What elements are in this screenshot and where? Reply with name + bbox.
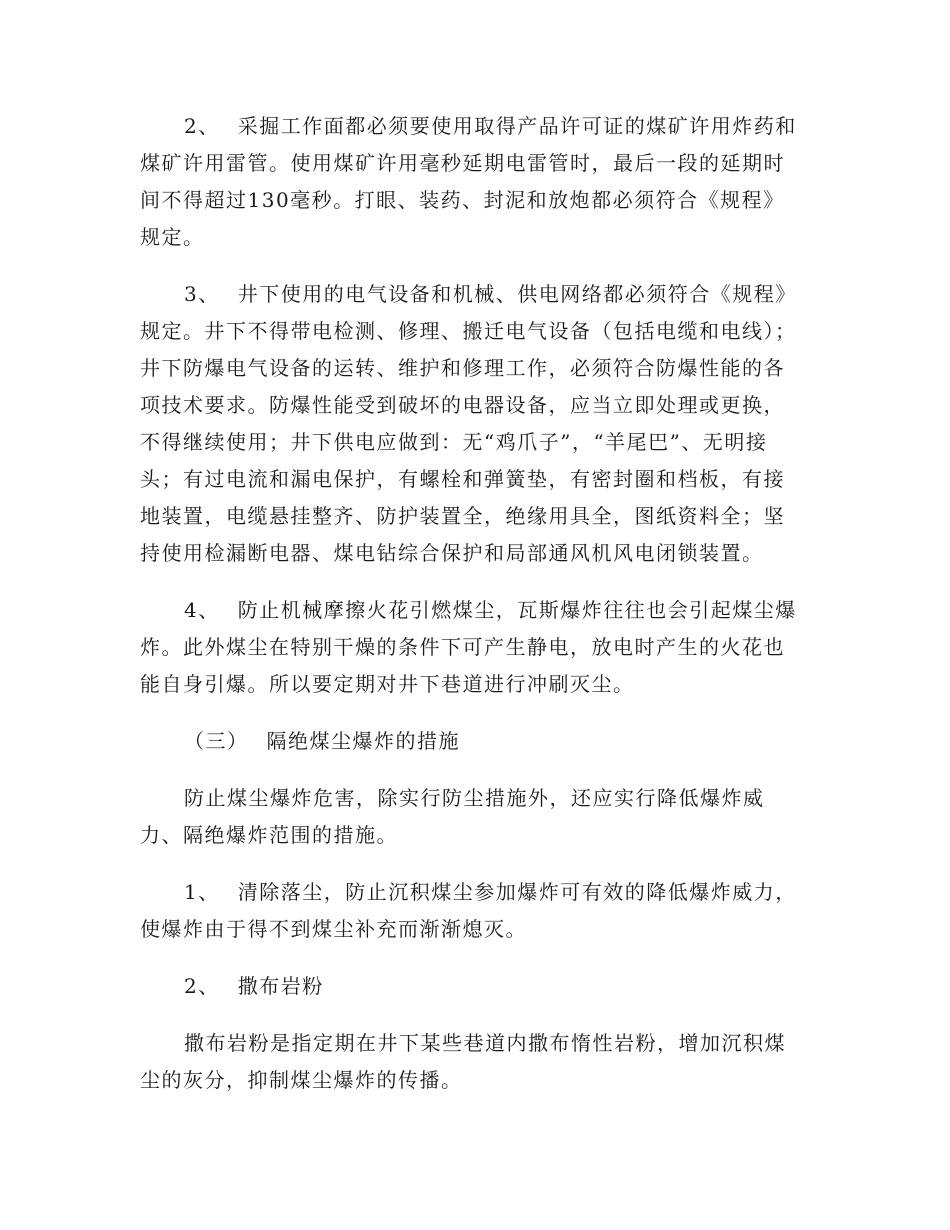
- section-heading: [140, 723, 800, 760]
- subheading-text: 撒布岩粉: [237, 974, 324, 998]
- paragraph-item-2: [140, 108, 800, 256]
- paragraph-text: 采掘工作面都必须要使用取得产品许可证的煤矿许用炸药和煤矿许用雷管。使用煤矿许用毫秒延期电雷管时，最后一段的延期时间不得超过130毫秒。打眼、装药、封泥和放炮都必须符合《规程》规定。: [140, 114, 797, 249]
- paragraph-text: 井下使用的电气设备和机械、供电网络都必须符合《规程》规定。井下不得带电检测、修理、搬迁电气设备（包括电缆和电线）；井下防爆电气设备的运转、维护和修理工作，必须符合防爆性能的各项技术要求。防爆性能受到破坏的电器设备，应当立即处理或更换，不得继续使用；井下供电应做到：无“鸡爪子”，“羊尾巴”、无明接头；有过电流和漏电保护，有螺栓和弹簧垫，有密封圈和档板，有接地装置，电缆悬挂整齐、防护装置全，绝缘用具全，图纸资料全；坚持使用检漏断电器、煤电钻综合保护和局部通风机风电闭锁装置。: [140, 282, 797, 565]
- paragraph-text: 防止煤尘爆炸危害，除实行防尘措施外，还应实行降低爆炸威力、隔绝爆炸范围的措施。: [140, 786, 765, 847]
- paragraph-text: 撒布岩粉是指定期在井下某些巷道内撒布惰性岩粉，增加沉积煤尘的灰分，抑制煤尘爆炸的传播。: [140, 1031, 786, 1092]
- paragraph-text: 清除落尘，防止沉积煤尘参加爆炸可有效的降低爆炸威力，使爆炸由于得不到煤尘补充而渐渐熄灭。: [140, 880, 797, 941]
- section-number: （三）: [184, 729, 249, 753]
- item-number: 2、: [184, 974, 220, 998]
- item-number: 2、: [184, 114, 220, 138]
- document-body: [140, 108, 800, 1119]
- item-number: 4、: [184, 598, 220, 622]
- paragraph-item-3: [140, 276, 800, 572]
- item-number: 1、: [184, 880, 220, 904]
- item-number: 3、: [184, 282, 220, 306]
- paragraph-text: 防止机械摩擦火花引燃煤尘，瓦斯爆炸往往也会引起煤尘爆炸。此外煤尘在特别干燥的条件下可产生静电，放电时产生的火花也能自身引爆。所以要定期对井下巷道进行冲刷灭尘。: [140, 598, 797, 696]
- paragraph-intro: [140, 780, 800, 854]
- paragraph-item-1: [140, 874, 800, 948]
- section-title: 隔绝煤尘爆炸的措施: [266, 729, 460, 753]
- paragraph-item-4: [140, 592, 800, 703]
- paragraph-rock-dust: [140, 1025, 800, 1099]
- subheading-item-2: [140, 968, 800, 1005]
